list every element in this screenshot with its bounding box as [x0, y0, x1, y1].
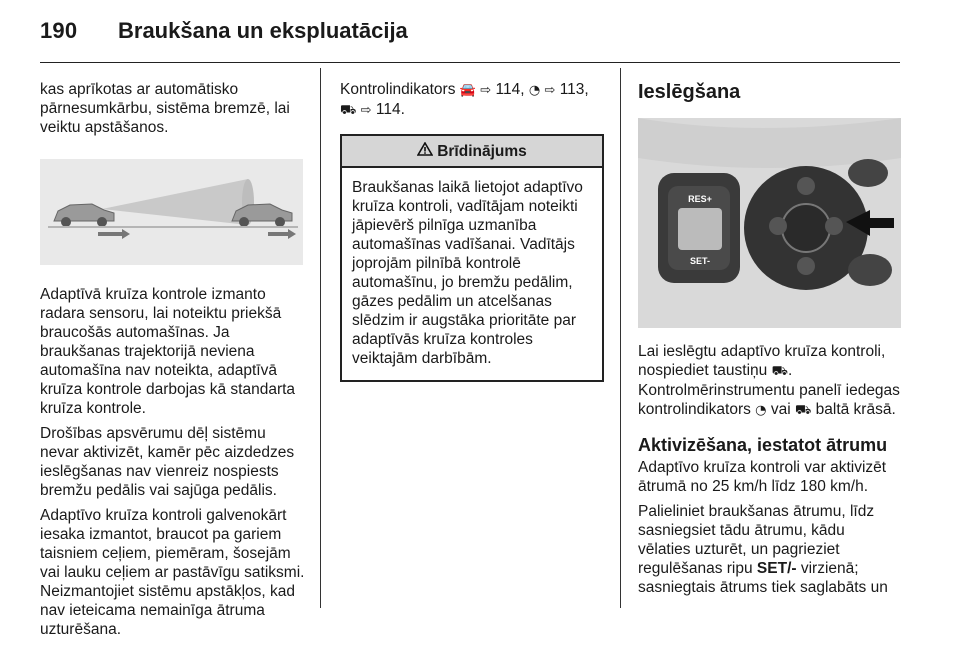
cruise-control-icon: ◔ [528, 83, 541, 98]
page-header [40, 14, 900, 54]
paragraph-safety: Drošības apsvērumu dēļ sistēmu nevar aktivizēt, kamēr pēc aizdedzes ieslēgšanas nav vienreiz nospiests bremžu pedālis vai sajūga pedālis. [40, 425, 295, 499]
indicator-references: Kontrolindikators 🚘 ⇨ 114, ◔ ⇨ 113, ⛟ ⇨ 114. [340, 81, 589, 118]
warning-text: Braukšanas laikā lietojot adaptīvo kruīza kontroli, vadītājam noteikti jāpievērš pilnīga uzmanība automašīnas vadīšanai. Vadītājs joprojām pilnībā kontrolē automašīnu, jo bremžu pedālim, gāzes pedālim un atcelšanas slēdzim ir augstāka prioritāte par adaptīvās kruīza kontroles veiktajām darbībām. [352, 179, 583, 367]
paragraph-activation: Lai ieslēgtu adaptīvo kruīza kontroli, nospiediet taustiņu ⛟. Kontrolmērinstrumentu panelī iedegas kontrolindikators ◔ vai ⛟ baltā krāsā. [638, 343, 900, 418]
column-middle [340, 80, 604, 382]
page-reference-arrow-icon: ⇨ [360, 103, 372, 118]
warning-box [340, 134, 604, 382]
set-label: SET- [689, 256, 711, 266]
adaptive-cruise-icon: ⛟ [771, 364, 788, 379]
paragraph-radar: Adaptīvā kruīza kontrole izmanto radara sensoru, lai noteiktu priekšā braucošās automašīnas. Ja braukšanas trajektorijā neviena automašīna nav noteikta, adaptīvā kruīza kontrole darbojas kā standarta kruīza kontrole. [40, 286, 296, 417]
intro-paragraph: kas aprīkotas ar automātisko pārnesumkārbu, sistēma bremzē, lai veiktu apstāšanos. [40, 81, 290, 136]
subsection-title-set-speed: Aktivizēšana, iestatot ātrumu [638, 435, 888, 455]
steering-wheel-controls-illustration [638, 118, 901, 328]
page-title: Braukšana un ekspluatācija [118, 18, 408, 43]
page-reference-arrow-icon: ⇨ [480, 83, 492, 98]
warning-triangle-icon [417, 142, 433, 161]
warning-header [342, 136, 602, 168]
paragraph-speed-range: Adaptīvo kruīza kontroli var aktivizēt ātrumā no 25 km/h līdz 180 km/h. [638, 459, 887, 495]
warning-title: Brīdinājums [437, 142, 527, 160]
res-label: RES+ [688, 194, 712, 204]
own-car-icon [54, 204, 114, 227]
radar-sensor-illustration [40, 159, 303, 265]
paragraph-set-speed: Palieliniet braukšanas ātrumu, līdz sasniegsiet tādu ātrumu, kādu vēlaties uzturēt, un pagrieziet regulēšanas ripu SET/- virzienā; sasniegtais ātrums tiek saglabāts un [638, 503, 888, 596]
cruise-control-icon: ◔ [755, 403, 767, 418]
set-minus-label: SET/- [756, 560, 797, 577]
column-divider-1 [320, 68, 321, 608]
adaptive-cruise-icon: ⛟ [794, 403, 812, 418]
section-title-activation: Ieslēgšana [638, 81, 741, 103]
paragraph-usage: Adaptīvo kruīza kontroli galvenokārt iesaka izmantot, braucot pa gariem taisniem ceļiem, piemēram, šosejām vai lauku ceļiem ar pastāvīgu satiksmi. Neizmantojiet sistēmu apstākļos, kad nav ieteicama nemainīga ātruma uzturēšana. [40, 507, 305, 638]
radar-illustration-svg [40, 159, 303, 265]
header-divider [40, 62, 900, 63]
adaptive-cruise-icon: ⛟ [340, 103, 357, 118]
column-right [638, 80, 900, 603]
car-ahead-icon: 🚘 [459, 83, 476, 98]
page-number: 190 [40, 18, 78, 43]
page-reference-arrow-icon: ⇨ [544, 83, 556, 98]
column-divider-2 [620, 68, 621, 608]
column-left [40, 80, 306, 645]
